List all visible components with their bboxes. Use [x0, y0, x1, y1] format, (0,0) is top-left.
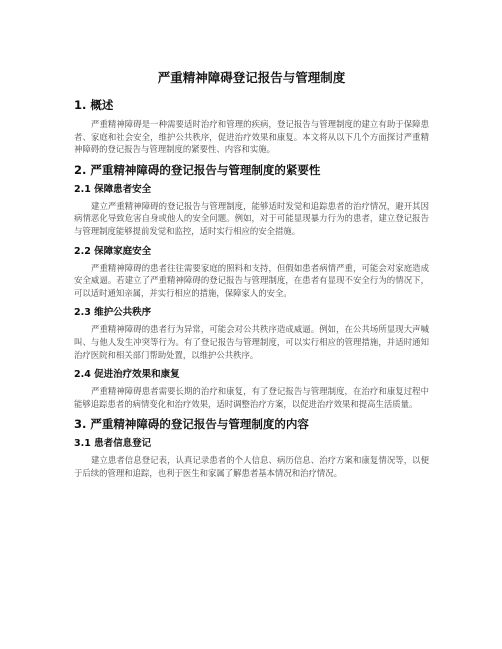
subsection-heading: 2.4 促进治疗效果和康复: [74, 369, 180, 381]
subsection-heading: 2.3 维护公共秩序: [74, 307, 152, 319]
subsection-paragraph: 建立患者信息登记表，认真记录患者的个人信息、病历信息、治疗方案和康复情况等，以便于后续的管理和追踪，也利于医生和家属了解患者基本情况和治疗情况。: [74, 455, 429, 478]
section-paragraph: 严重精神障碍是一种需要适时治疗和管理的疾病，登记报告与管理制度的建立有助于保障患者、家庭和社会安全，维护公共秩序，促进治疗效果和康复。本文将从以下几个方面探讨严重精神障碍的登记报告与管理制度的紧要性、内容和实施。: [74, 119, 429, 155]
section-heading: 3. 严重精神障碍的登记报告与管理制度的内容: [74, 417, 309, 432]
section-heading: 1. 概述: [74, 98, 114, 112]
subsection-paragraph: 建立严重精神障碍的登记报告与管理制度，能够适时发觉和追踪患者的治疗情况，避开其因病情恶化导致危害自身或他人的安全问题。例如，对于可能显现暴力行为的患者，建立登记报告与管理制度能够提前发觉和监控，适时实行相应的安全措施。: [74, 200, 429, 236]
subsection-heading: 2.1 保障患者安全: [74, 183, 152, 195]
document-title: 严重精神障碍登记报告与管理制度: [157, 70, 346, 85]
section-importance: [74, 163, 429, 411]
section-overview: [74, 98, 429, 156]
subsection-paragraph: 严重精神障碍患者需要长期的治疗和康复，有了登记报告与管理制度，在治疗和康复过程中能够追踪患者的病情变化和治疗效果，适时调整治疗方案，以促进治疗效果和提高生活质量。: [74, 386, 429, 409]
section-heading: 2. 严重精神障碍的登记报告与管理制度的紧要性: [74, 162, 321, 177]
subsection-heading: 3.1 患者信息登记: [74, 438, 152, 450]
subsection-heading: 2.2 保障家庭安全: [74, 245, 152, 257]
document-page: [74, 70, 429, 487]
section-content: [74, 417, 429, 479]
subsection-paragraph: 严重精神障碍的患者往往需要家庭的照料和支持，但假如患者病情严重，可能会对家庭造成安全威逼。若建立了严重精神障碍的登记报告与管理制度，在患者有显现不安全行为的情况下，可以适时通知亲属，并实行相应的措施，保障家人的安全。: [74, 262, 429, 298]
subsection-paragraph: 严重精神障碍的患者行为异常，可能会对公共秩序造成威逼。例如，在公共场所显现大声喊叫、与他人发生冲突等行为。有了登记报告与管理制度，可以实行相应的管理措施，并适时通知治疗医院和相关部门帮助处置，以维护公共秩序。: [74, 324, 429, 360]
